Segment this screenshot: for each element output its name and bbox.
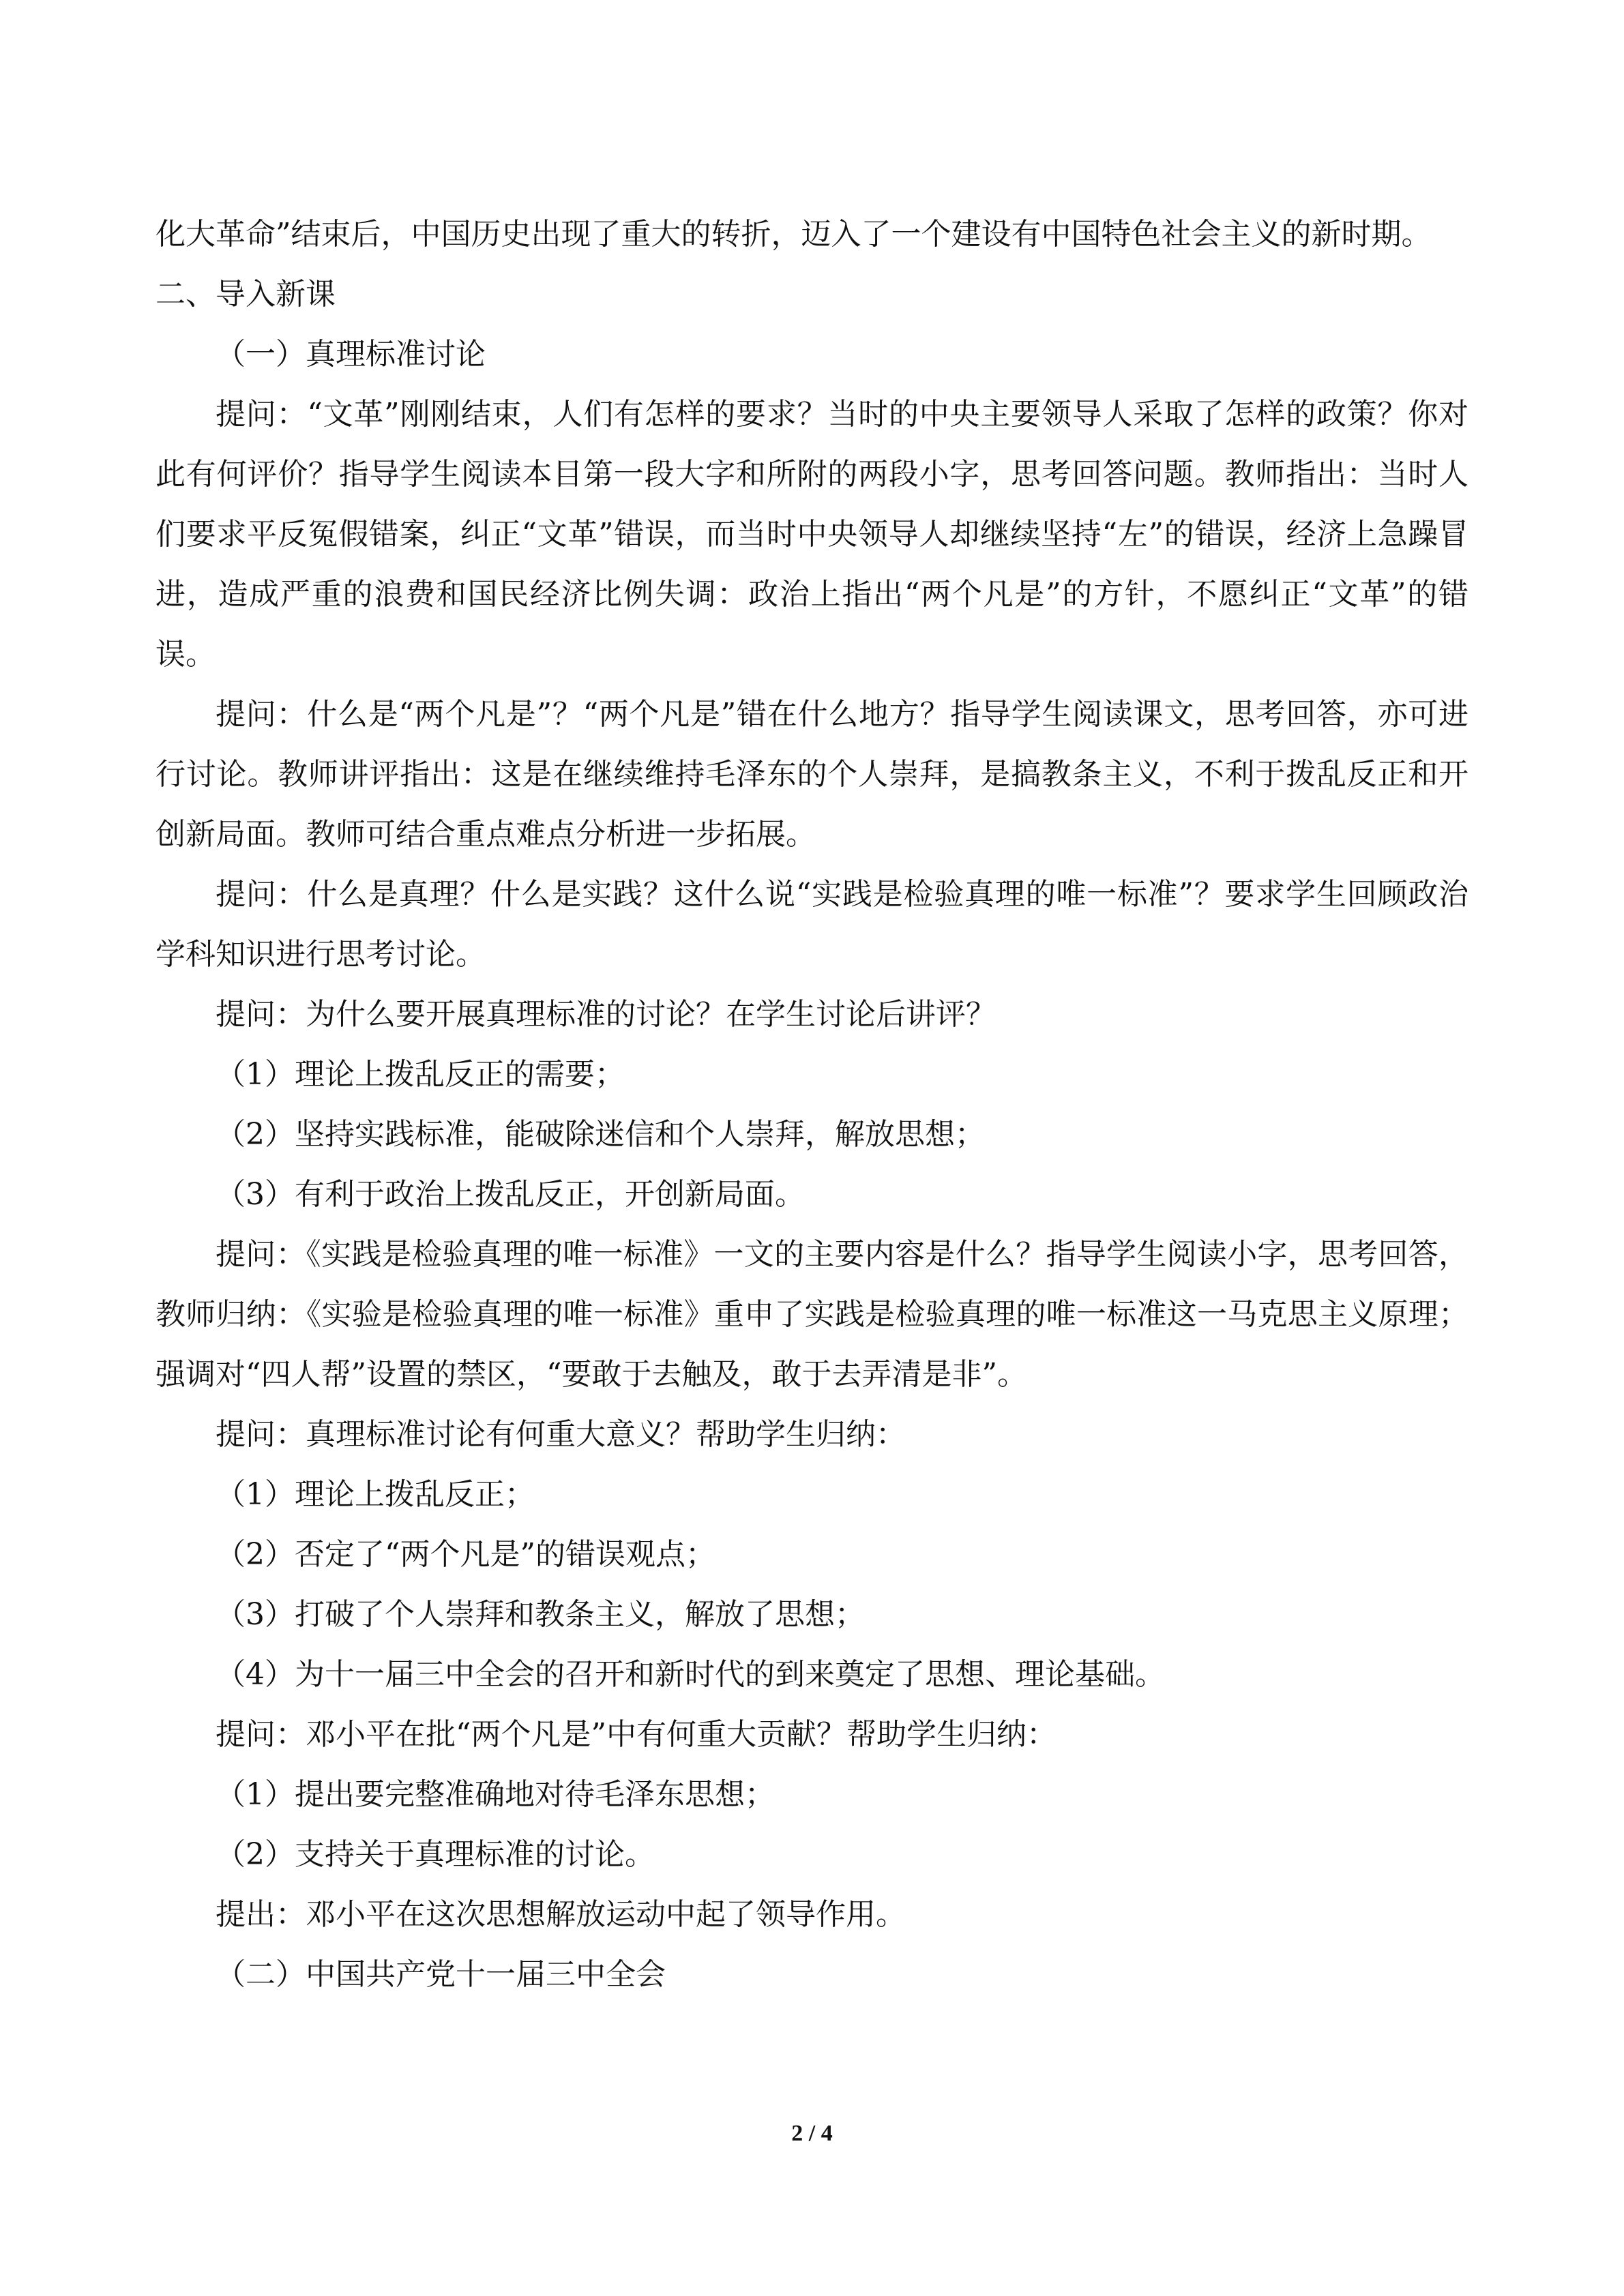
paragraph: 提问：“文革”刚刚结束，人们有怎样的要求？当时的中央主要领导人采取了怎样的政策？你对此有何评价？指导学生阅读本目第一段大字和所附的两段小字，思考回答问题。教师指出：当时人们要求平反冤假错案，纠正“文革”错误，而当时中央领导人却继续坚持“左”的错误，经济上急躁冒进，造成严重的浪费和国民经济比例失调：政治上指出“两个凡是”的方针，不愿纠正“文革”的错误。: [156, 397, 1468, 672]
subsection-heading: （一）真理标准讨论: [216, 337, 486, 372]
section-heading: 二、导入新课: [156, 277, 336, 312]
list-item: （3）有利于政治上拨乱反正，开创新局面。: [216, 1177, 805, 1212]
list-item: （1）理论上拨乱反正；: [216, 1477, 535, 1512]
list-item: （2）坚持实践标准，能破除迷信和个人崇拜，解放思想；: [216, 1117, 985, 1152]
paragraph: 提问：《实践是检验真理的唯一标准》一文的主要内容是什么？指导学生阅读小字，思考回答，教师归纳：《实验是检验真理的唯一标准》重申了实践是检验真理的唯一标准这一马克思主义原理；强调对“四人帮”设置的禁区，“要敢于去触及，敢于去弄清是非”。: [156, 1237, 1468, 1392]
list-item: （1）理论上拨乱反正的需要；: [216, 1057, 625, 1092]
paragraph: 提问：邓小平在批“两个凡是”中有何重大贡献？帮助学生归纳：: [216, 1717, 1057, 1752]
list-item: （2）否定了“两个凡是”的错误观点；: [216, 1537, 715, 1572]
document-body: [156, 205, 1468, 2005]
paragraph: 提问：真理标准讨论有何重大意义？帮助学生归纳：: [216, 1417, 906, 1452]
page-number: 2 / 4: [791, 2121, 833, 2146]
paragraph: 提出：邓小平在这次思想解放运动中起了领导作用。: [216, 1897, 906, 1932]
paragraph: 提问：什么是真理？什么是实践？这什么说“实践是检验真理的唯一标准”？要求学生回顾政治学科知识进行思考讨论。: [156, 877, 1468, 972]
list-item: （3）打破了个人崇拜和教条主义，解放了思想；: [216, 1597, 865, 1632]
paragraph-continuation: 化大革命”结束后，中国历史出现了重大的转折，迈入了一个建设有中国特色社会主义的新时期。: [156, 217, 1432, 252]
paragraph: 提问：什么是“两个凡是”？“两个凡是”错在什么地方？指导学生阅读课文，思考回答，亦可进行讨论。教师讲评指出：这是在继续维持毛泽东的个人崇拜，是搞教条主义，不利于拨乱反正和开创新局面。教师可结合重点难点分析进一步拓展。: [156, 697, 1468, 852]
list-item: （2）支持关于真理标准的讨论。: [216, 1837, 655, 1872]
list-item: （4）为十一届三中全会的召开和新时代的到来奠定了思想、理论基础。: [216, 1657, 1165, 1692]
subsection-heading: （二）中国共产党十一届三中全会: [216, 1957, 666, 1992]
paragraph: 提问：为什么要开展真理标准的讨论？在学生讨论后讲评？: [216, 997, 996, 1032]
list-item: （1）提出要完整准确地对待毛泽东思想；: [216, 1777, 775, 1812]
